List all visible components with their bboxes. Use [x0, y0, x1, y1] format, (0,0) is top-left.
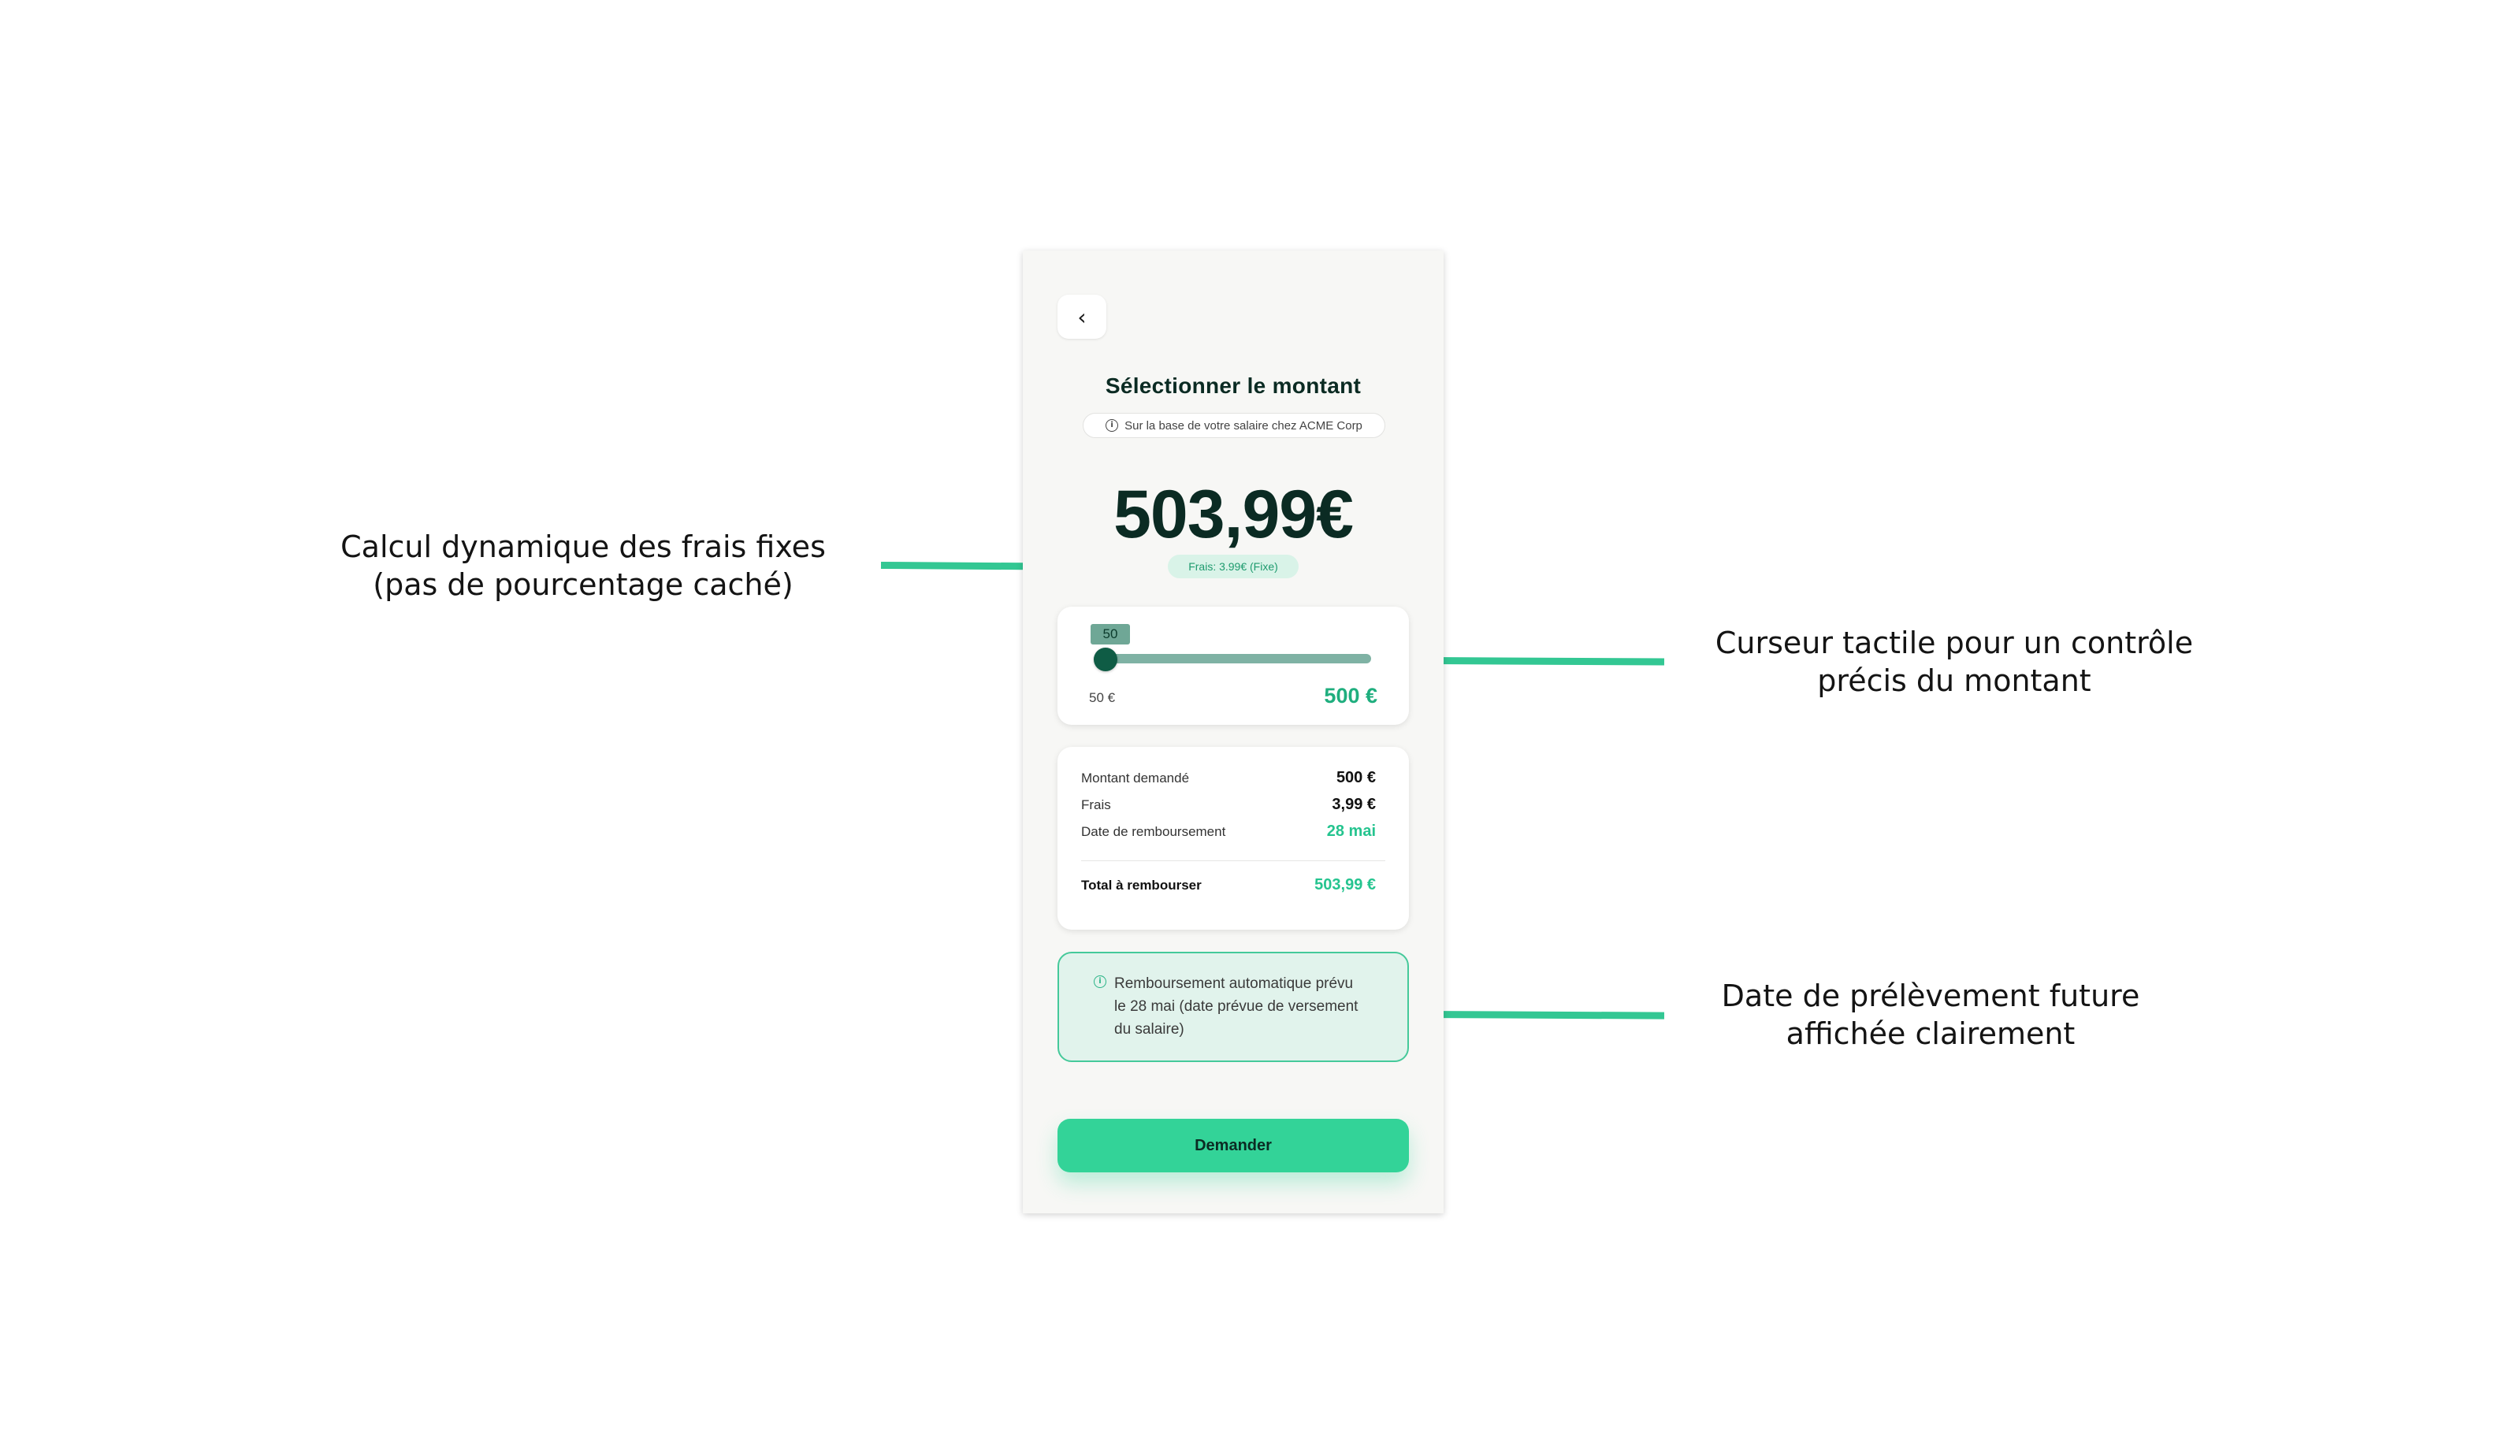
- annotation-fees-line-2: (pas de pourcentage caché): [373, 567, 794, 602]
- chevron-left-icon: ‹: [1077, 303, 1087, 330]
- summary-card: [1057, 747, 1409, 930]
- fees-label: Frais: [1081, 797, 1111, 812]
- amount-slider-card: [1057, 607, 1409, 725]
- date-arrow-shaft: [1423, 1011, 1664, 1020]
- fees-value: 3,99 €: [1332, 796, 1376, 813]
- phone-screen: [1023, 251, 1444, 1213]
- back-button[interactable]: [1057, 295, 1106, 339]
- slider-min-label: 50 €: [1089, 690, 1116, 705]
- repayment-notice-text: Remboursement automatique prévu le 28 mai (date prévue de versement du salaire): [1114, 975, 1358, 1038]
- repayment-date-value: 28 mai: [1326, 823, 1376, 840]
- annotation-fees-line-1: Calcul dynamique des frais fixes: [340, 529, 826, 564]
- slider-arrow-shaft: [1434, 657, 1664, 666]
- annotation-date: [1678, 977, 2183, 1053]
- info-icon: i: [1094, 975, 1106, 988]
- info-icon: i: [1106, 419, 1118, 432]
- annotation-slider-line-2: précis du montant: [1817, 663, 2091, 698]
- annotation-slider-line-1: Curseur tactile pour un contrôle: [1715, 626, 2194, 660]
- annotation-slider: [1678, 624, 2230, 700]
- total-amount: 503,99€: [1113, 477, 1353, 552]
- slider-track[interactable]: [1094, 654, 1371, 663]
- total-repay-label: Total à rembourser: [1081, 878, 1202, 893]
- annotation-fees: [323, 528, 843, 604]
- salary-basis-text: Sur la base de votre salaire chez ACME Corp: [1124, 418, 1362, 433]
- salary-basis-pill: [1083, 413, 1385, 438]
- annotation-date-line-2: affichée clairement: [1786, 1016, 2076, 1051]
- slider-value-tag: 50: [1091, 624, 1130, 644]
- page-title: Sélectionner le montant: [1105, 373, 1362, 398]
- summary-divider: [1081, 860, 1385, 861]
- requested-amount-label: Montant demandé: [1081, 771, 1190, 786]
- repayment-date-label: Date de remboursement: [1081, 824, 1226, 839]
- slider-thumb[interactable]: [1094, 648, 1117, 671]
- request-button[interactable]: Demander: [1057, 1119, 1409, 1172]
- annotation-date-line-1: Date de prélèvement future: [1721, 979, 2140, 1013]
- total-repay-value: 503,99 €: [1314, 876, 1376, 893]
- repayment-notice: [1057, 952, 1409, 1062]
- fee-badge: Frais: 3.99€ (Fixe): [1168, 555, 1299, 578]
- requested-amount-value: 500 €: [1336, 769, 1376, 786]
- slider-max-label: 500 €: [1324, 684, 1377, 708]
